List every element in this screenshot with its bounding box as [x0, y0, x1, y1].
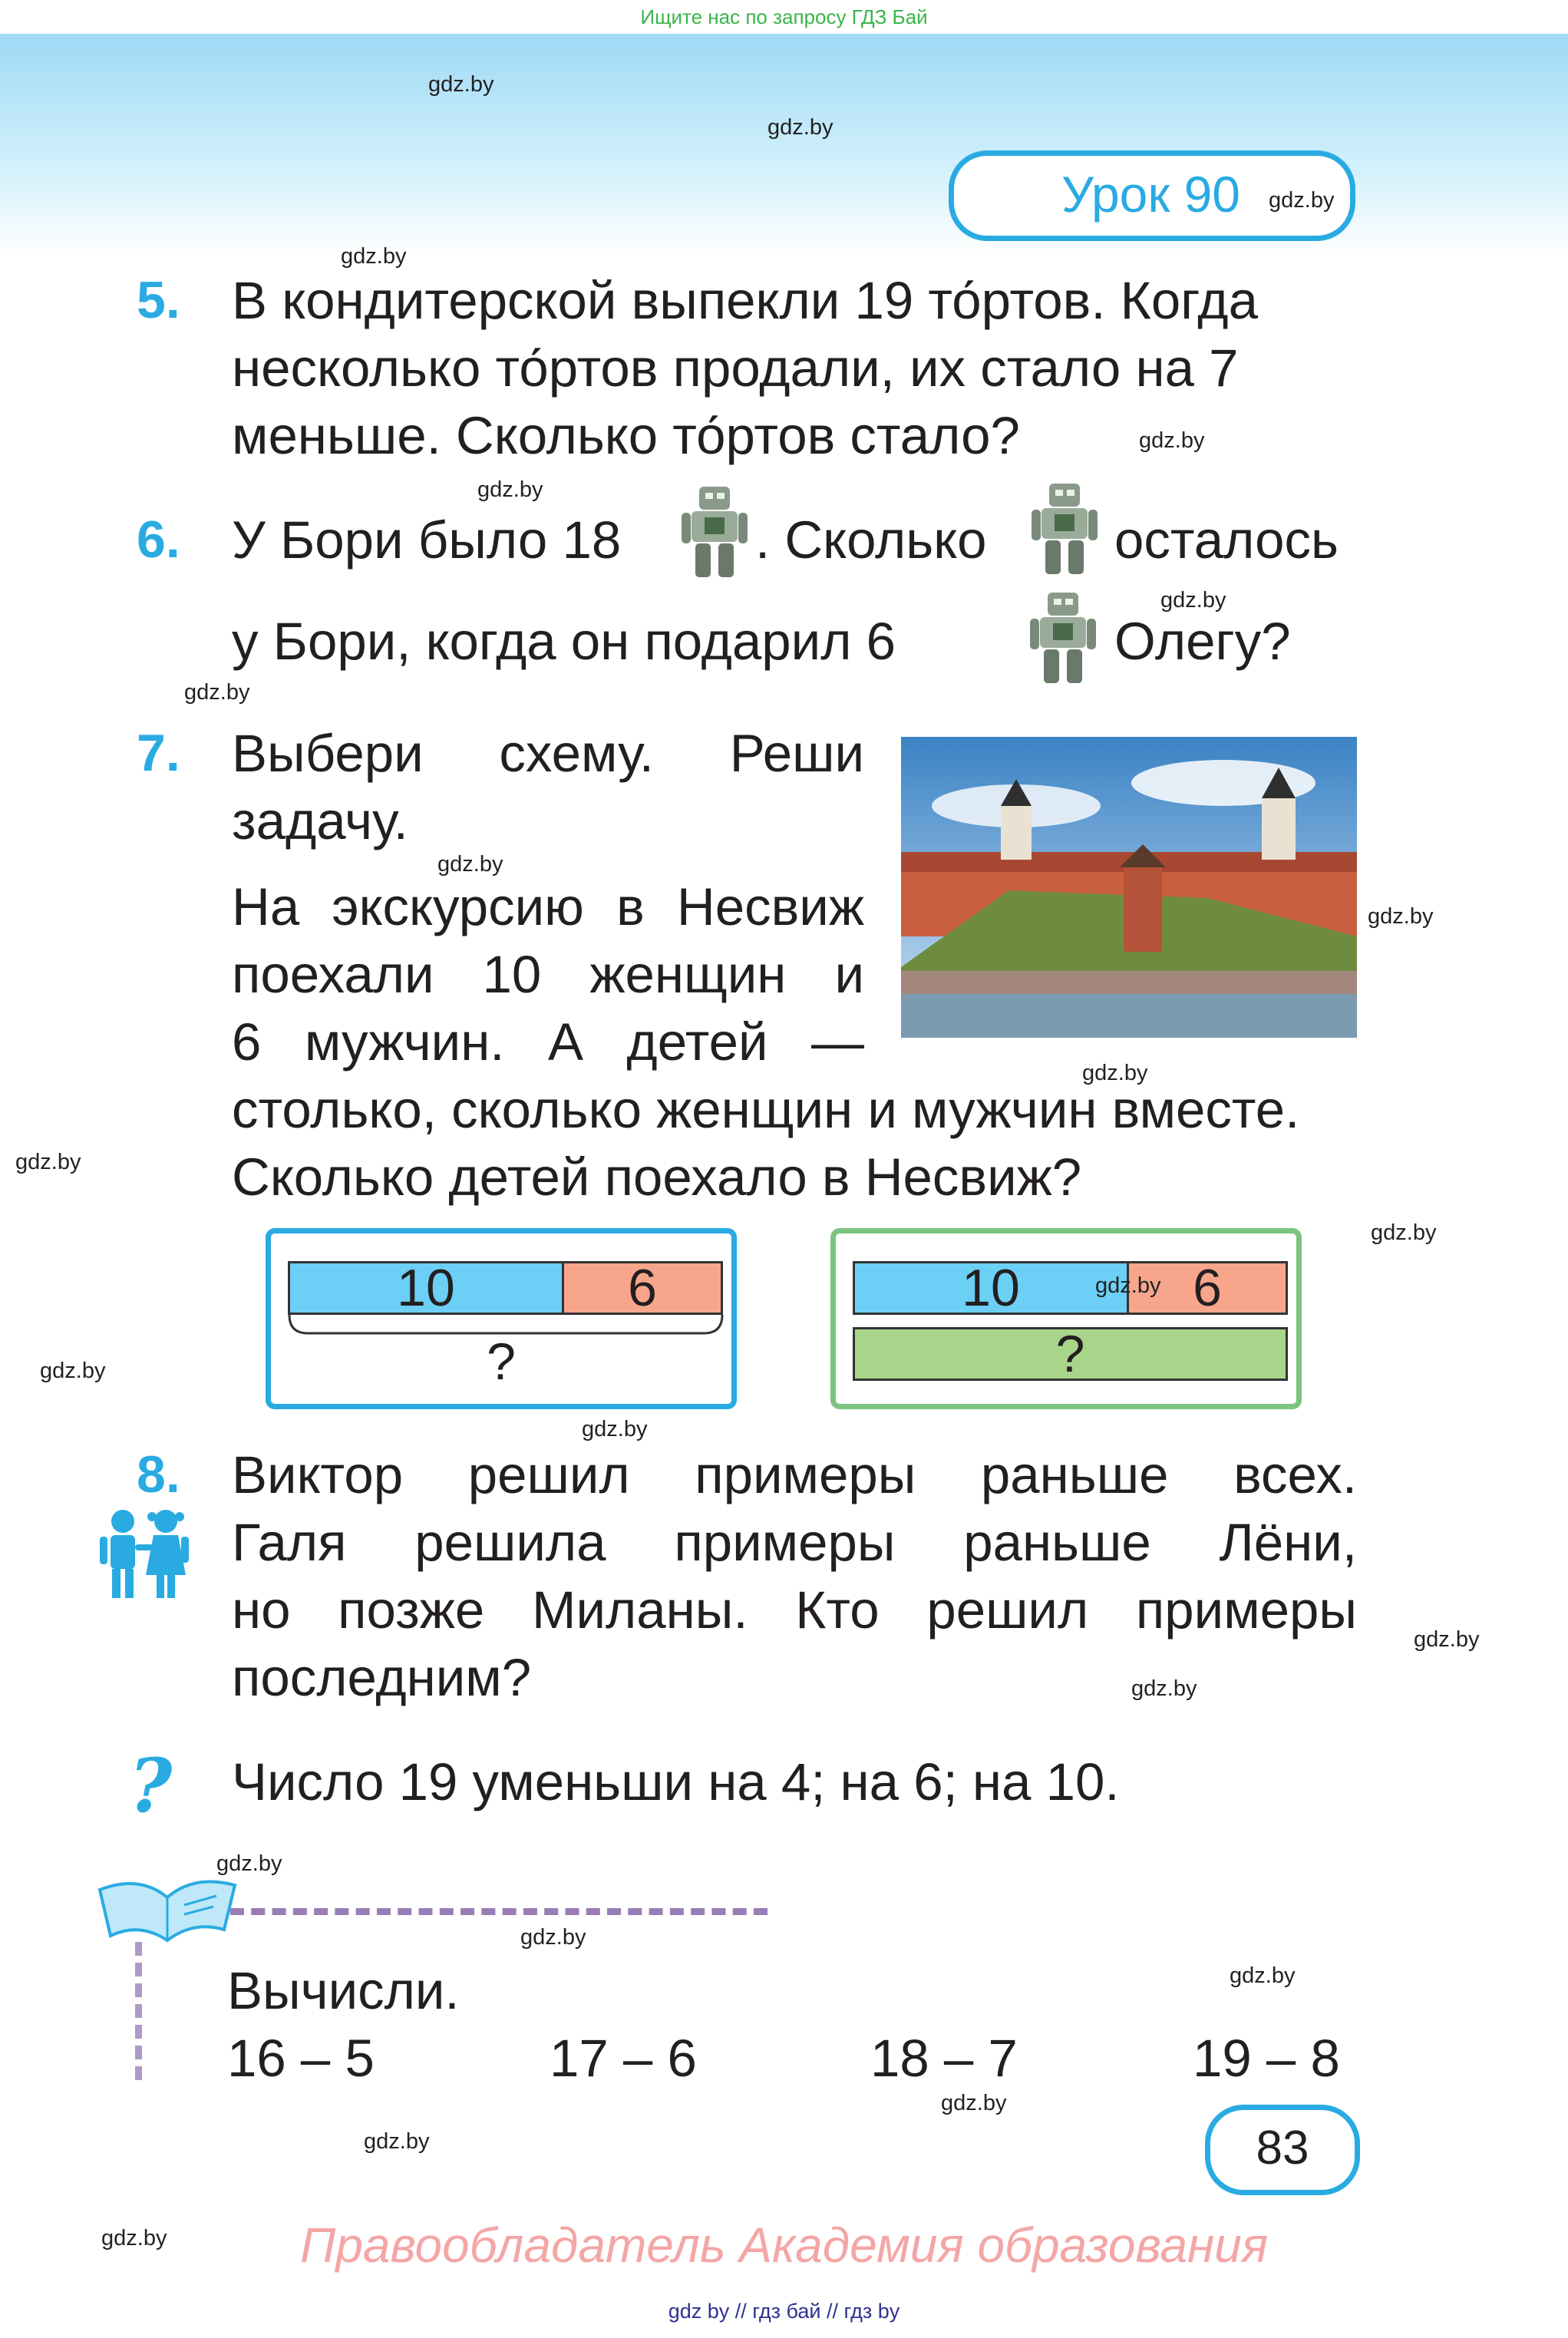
homework-divider-horizontal — [230, 1908, 767, 1915]
task-7-line-6: столько, сколько женщин и мужчин вместе. — [232, 1080, 1300, 1139]
watermark: gdz.by — [520, 1925, 586, 1950]
watermark: gdz.by — [364, 2129, 430, 2154]
watermark: gdz.by — [428, 72, 494, 97]
task-7-line-2: задачу. — [232, 791, 408, 850]
scheme-2-segment-6: 6 — [1127, 1261, 1288, 1315]
watermark: gdz.by — [184, 680, 250, 705]
robot-toy-icon — [1030, 479, 1099, 579]
scheme-1-segment-10: 10 — [288, 1261, 564, 1315]
task-8-line-1: Виктор решил примеры раньше всех. — [232, 1445, 1357, 1504]
top-banner: Ищите нас по запросу ГДЗ Бай — [640, 5, 928, 28]
footer-links[interactable]: gdz by // гдз бай // гдз by — [668, 2300, 900, 2323]
task-8-line-3: но позже Миланы. Кто решил примеры — [232, 1580, 1357, 1640]
watermark: gdz.by — [1082, 1061, 1148, 1085]
watermark: gdz.by — [1139, 428, 1205, 453]
copyright-notice: Правообладатель Академия образования — [299, 2217, 1269, 2273]
scheme-2[interactable] — [830, 1228, 1302, 1409]
open-book-icon — [94, 1867, 239, 1951]
kids-icon — [97, 1506, 192, 1601]
watermark: gdz.by — [941, 2091, 1007, 2115]
watermark: gdz.by — [437, 852, 503, 877]
lesson-title: Урок 90 — [1061, 166, 1240, 223]
watermark: gdz.by — [216, 1851, 282, 1876]
watermark: gdz.by — [341, 244, 407, 269]
nesvizh-castle-photo — [901, 737, 1357, 1038]
task-8-line-2: Галя решила примеры раньше Лёни, — [232, 1513, 1357, 1572]
watermark: gdz.by — [1230, 1963, 1296, 1988]
watermark: gdz.by — [1414, 1627, 1480, 1652]
task-6-text-e: Олегу? — [1114, 612, 1291, 671]
homework-divider-vertical — [135, 1942, 142, 2080]
task-7-line-1: Выбери схему. Реши — [232, 724, 864, 783]
scheme-1-question: ? — [487, 1332, 516, 1391]
robot-toy-icon — [680, 482, 749, 582]
task-6-text-c: осталось — [1114, 510, 1339, 570]
watermark: gdz.by — [477, 477, 543, 502]
watermark: gdz.by — [1160, 588, 1226, 613]
scheme-1[interactable] — [266, 1228, 737, 1409]
task-5-line-3: меньше. Сколько то́ртов стало? — [232, 406, 1020, 465]
scheme-2-segment-10: 10 — [853, 1261, 1129, 1315]
task-7-line-4: поехали 10 женщин и — [232, 945, 864, 1004]
watermark: gdz.by — [40, 1359, 106, 1383]
homework-example-1: 16 – 5 — [227, 2029, 375, 2088]
homework-example-4: 19 – 8 — [1193, 2029, 1340, 2088]
task-8-line-4: последним? — [232, 1648, 532, 1707]
question-text: Число 19 уменьши на 4; на 6; на 10. — [232, 1752, 1120, 1811]
watermark: gdz.by — [1269, 188, 1335, 213]
watermark: gdz.by — [1368, 904, 1434, 929]
watermark: gdz.by — [767, 115, 834, 140]
watermark: gdz.by — [1095, 1273, 1161, 1298]
watermark: gdz.by — [582, 1417, 648, 1441]
task-6-number: 6. — [137, 510, 180, 569]
robot-toy-icon — [1028, 588, 1098, 688]
homework-title: Вычисли. — [227, 1961, 460, 2020]
task-7-line-7: Сколько детей поехало в Несвиж? — [232, 1148, 1082, 1207]
task-7-line-3: На экскурсию в Несвиж — [232, 877, 864, 936]
homework-example-3: 18 – 7 — [870, 2029, 1018, 2088]
watermark: gdz.by — [15, 1150, 81, 1174]
watermark: gdz.by — [101, 2226, 167, 2250]
task-7-number: 7. — [137, 724, 180, 782]
task-5-number: 5. — [137, 271, 180, 329]
task-8-number: 8. — [137, 1445, 180, 1504]
scheme-1-segment-6: 6 — [562, 1261, 723, 1315]
task-6-text-a: У Бори было 18 — [232, 510, 622, 570]
task-5-line-1: В кондитерской выпекли 19 то́ртов. Когда — [232, 271, 1258, 330]
task-6-text-b: . Сколько — [755, 510, 987, 570]
lesson-badge — [949, 150, 1355, 241]
homework-example-2: 17 – 6 — [550, 2029, 697, 2088]
watermark: gdz.by — [1131, 1676, 1197, 1701]
task-5-line-2: несколько то́ртов продали, их стало на 7 — [232, 338, 1239, 398]
page-number: 83 — [1205, 2105, 1360, 2195]
task-6-text-d: у Бори, когда он подарил 6 — [232, 612, 896, 671]
question-mark-icon: ? — [129, 1742, 173, 1829]
watermark: gdz.by — [1371, 1220, 1437, 1245]
scheme-2-total: ? — [853, 1327, 1288, 1381]
task-7-line-5: 6 мужчин. А детей — — [232, 1012, 864, 1072]
